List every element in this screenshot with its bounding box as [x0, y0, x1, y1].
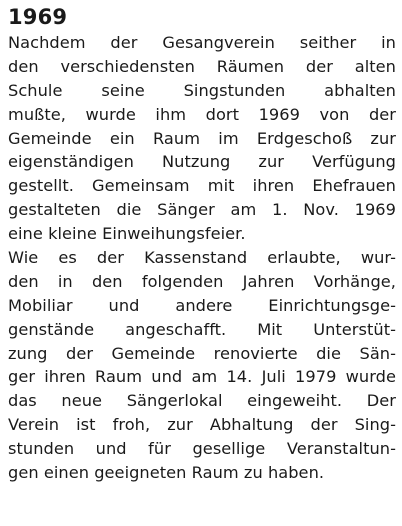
text-line: Mobiliar und andere Einrichtungsge- [8, 295, 396, 315]
text-line: das neue Sängerlokal eingeweiht. Der [8, 391, 396, 411]
text-line: Schule seine Singstunden abhalten [8, 80, 396, 100]
text-line: Gemeinde ein Raum im Erdgeschoß zur [8, 128, 396, 148]
paragraph-2 [8, 246, 396, 485]
text-line: Wie es der Kassenstand erlaubte, wur- [8, 248, 396, 268]
text-line: den in den folgenden Jahren Vorhänge, [8, 271, 396, 291]
section-heading-year: 1969 [8, 5, 68, 29]
text-line: gen einen geeigneten Raum zu haben. [8, 463, 325, 483]
text-line: gestellt. Gemeinsam mit ihren Ehefrauen [8, 176, 396, 196]
text-line: genstände angeschafft. Mit Unterstüt- [8, 319, 396, 339]
paragraph-1 [8, 31, 396, 246]
text-line: eigenständigen Nutzung zur Verfügung [8, 152, 396, 172]
text-line: Nachdem der Gesangverein seither in [8, 33, 396, 52]
text-line: Verein ist froh, zur Abhaltung der Sing- [8, 415, 396, 435]
text-line: stunden und für gesellige Veranstaltun- [8, 439, 396, 459]
text-line: eine kleine Einweihungsfeier. [8, 224, 246, 244]
text-line: ger ihren Raum und am 14. Juli 1979 wurde [8, 367, 396, 387]
text-line: den verschiedensten Räumen der alten [8, 56, 396, 76]
text-line: zung der Gemeinde renovierte die Sän- [8, 343, 396, 363]
text-line: mußte, wurde ihm dort 1969 von der [8, 104, 396, 124]
text-line: gestalteten die Sänger am 1. Nov. 1969 [8, 200, 396, 220]
